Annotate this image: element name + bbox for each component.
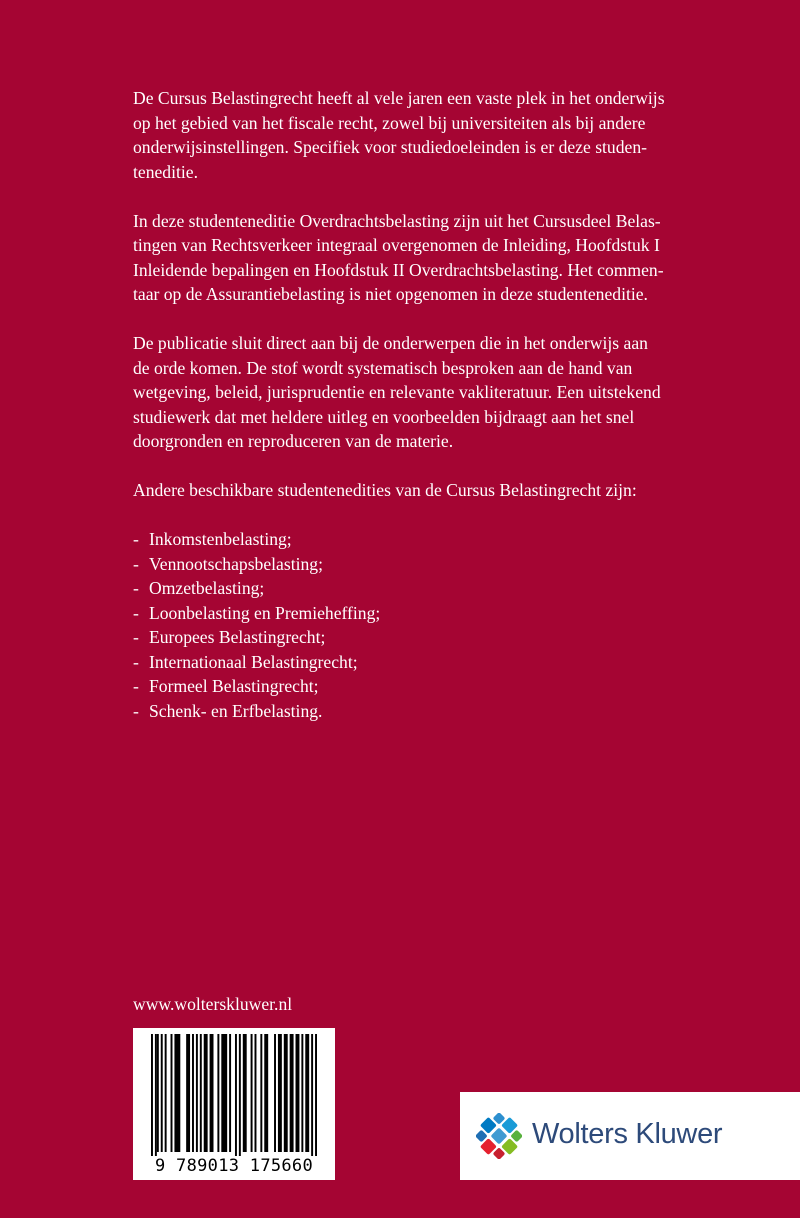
text-line: de orde komen. De stof wordt systematisch besproken aan de hand van [133,357,633,378]
text-line: op het gebied van het fiscale recht, zowel bij universiteiten als bij andere [133,112,646,133]
barcode-bar [204,1034,208,1152]
barcode-bar [174,1034,180,1152]
editions-list [133,527,693,723]
barcode-bar [255,1034,257,1152]
text-line: studiewerk dat met heldere uitleg en voorbeelden bijdraagt aan het snel [133,406,635,427]
paragraph-publication [133,331,693,454]
barcode-bar [196,1034,198,1152]
text-line: Inleidende bepalingen en Hoofdstuk II Overdrachtsbelasting. Het commen- [133,259,664,280]
publisher-name: Wolters Kluwer [532,1118,723,1150]
barcode-bar [296,1034,300,1152]
barcode-bar [243,1034,247,1152]
text-line: wetgeving, beleid, jurisprudentie en relevante vakliteratuur. Een uitstekend [133,382,661,402]
text-line: teneditie. [133,161,198,182]
paragraph-contents [133,209,693,307]
barcode-bar [151,1034,153,1156]
text-line: onderwijsinstellingen. Specifiek voor studiedoeleinden is er deze studen- [133,137,647,157]
barcode-bar [229,1034,231,1152]
barcode-bar [290,1034,294,1152]
list-item: - Schenk- en Erfbelasting. [133,700,323,721]
list-item: - Inkomstenbelasting; [133,529,292,549]
barcode-icon [133,1028,335,1156]
list-item: - Loonbelasting en Premieheffing; [133,602,381,623]
barcode-bar [235,1034,237,1156]
publisher-logo [460,1092,800,1180]
isbn-digits: 9 789013 175660 [154,1156,314,1176]
text-line: doorgronden en reproduceren van de materie. [133,431,454,451]
list-item: - Europees Belastingrecht; [133,627,326,647]
paragraph-intro [133,86,693,184]
list-item: - Internationaal Belastingrecht; [133,651,358,672]
barcode-bar [221,1034,227,1152]
text-line: De Cursus Belastingrecht heeft al vele jaren een vaste plek in het onderwijs [133,88,665,108]
barcode-bar [157,1034,159,1152]
barcode-bar [251,1034,253,1152]
text-line: tingen van Rechtsverkeer integraal overgenomen de Inleiding, Hoofdstuk I [133,235,660,255]
paragraph-other-editions [133,478,693,503]
barcode-bar [186,1034,190,1152]
barcode-bar [315,1034,317,1156]
barcode-bar [171,1034,173,1152]
barcode-bar [260,1034,262,1152]
text-line: In deze studenteneditie Overdrachtsbelasting zijn uit het Cursusdeel Belas- [133,210,661,231]
barcode-bar [192,1034,194,1152]
barcode-bar [278,1034,282,1152]
list-item: - Formeel Belastingrecht; [133,676,319,696]
barcode-bar [217,1034,219,1152]
barcode-bar [165,1034,167,1152]
barcode-bar [264,1034,268,1152]
barcode-bar [301,1034,303,1152]
list-item: - Omzetbelasting; [133,578,265,598]
barcode-bar [239,1034,241,1156]
text-line: De publicatie sluit direct aan bij de onderwerpen die in het onderwijs aan [133,333,648,353]
text-line: taar op de Assurantiebelasting is niet opgenomen in deze studenteneditie. [133,284,648,304]
wolters-kluwer-logo-icon [476,1113,522,1159]
text-line: Andere beschikbare studentenedities van de Cursus Belastingrecht zijn: [133,480,637,500]
barcode-bar [274,1034,276,1152]
website-link[interactable]: www.wolterskluwer.nl [133,994,293,1014]
blurb-text [133,86,693,723]
list-item: - Vennootschapsbelasting; [133,553,323,574]
barcode-bar [305,1034,309,1152]
isbn-barcode [133,1028,335,1180]
barcode-bar [161,1034,163,1152]
barcode-bar [200,1034,202,1152]
barcode-bar [210,1034,214,1152]
barcode-bar [284,1034,288,1152]
barcode-bar [155,1034,157,1156]
barcode-bar [311,1034,313,1156]
